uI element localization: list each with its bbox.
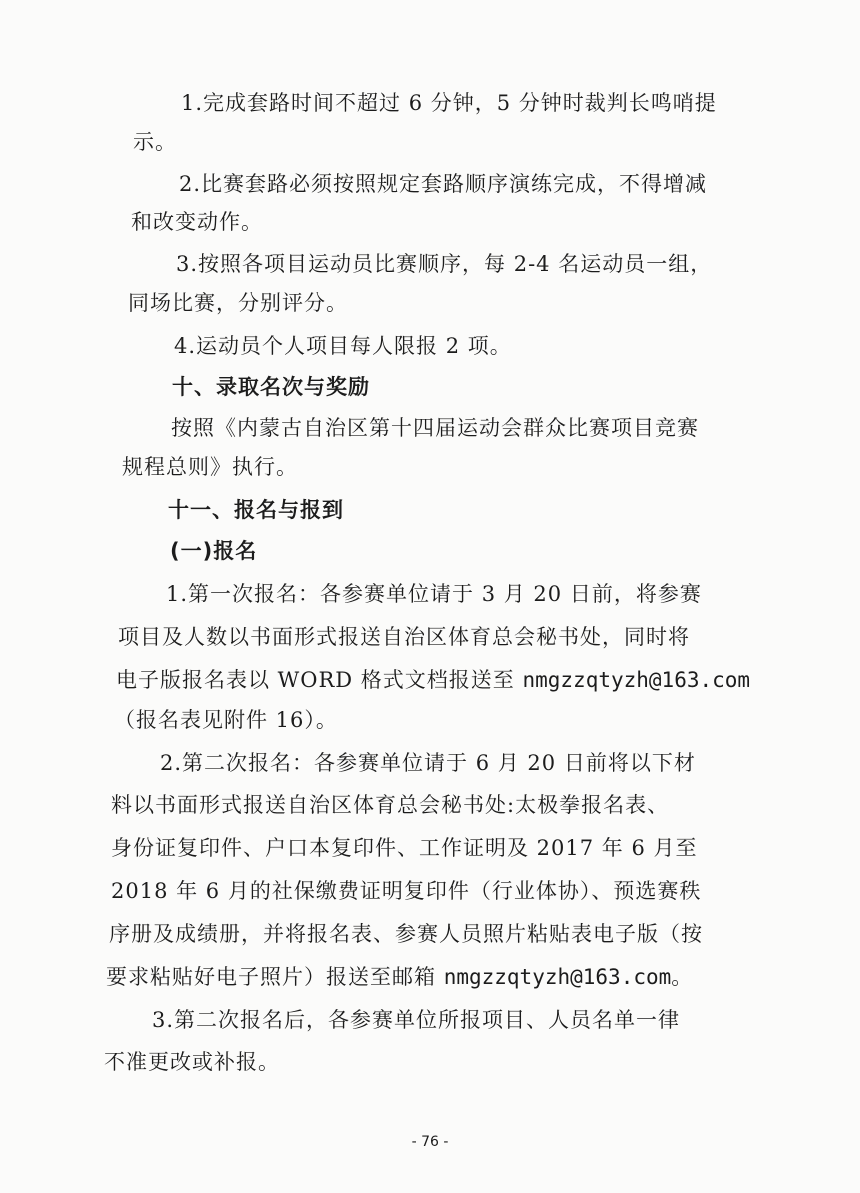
item-1-line-2: 项目及人数以书面形式报送自治区体育总会秘书处，同时将 [118, 625, 690, 649]
item-2-line-6-text: 要求粘贴好电子照片）报送至邮箱 [106, 965, 444, 989]
section-11-subheading: (一)报名 [170, 539, 258, 563]
item-2-line-6 [106, 963, 693, 991]
item-3-line-2: 不准更改或补报。 [104, 1050, 280, 1074]
item-2-line-3: 身份证复印件、户口本复印件、工作证明及 2017 年 6 月至 [111, 836, 698, 860]
rule-2-line-2: 和改变动作。 [131, 210, 263, 234]
rule-1-line-2: 示。 [133, 130, 177, 154]
rule-4-line-1: 4.运动员个人项目每人限报 2 项。 [174, 334, 512, 358]
item-1-line-3 [116, 666, 750, 694]
email-link-2: nmgzzqtyzh@163.com [443, 965, 672, 989]
section-10-heading: 十、录取名次与奖励 [172, 375, 370, 399]
rule-3-line-2: 同场比赛，分别评分。 [128, 291, 348, 315]
section-10-body-line-1: 按照《内蒙古自治区第十四届运动会群众比赛项目竞赛 [171, 416, 699, 440]
email-link-1: nmgzzqtyzh@163.com [522, 668, 751, 692]
item-1-line-4: （报名表见附件 16）。 [114, 708, 338, 732]
item-1-line-3-text: 电子版报名表以 WORD 格式文档报送至 [116, 668, 523, 692]
item-2-line-6-end: 。 [671, 965, 694, 989]
rule-1-line-1: 1.完成套路时间不超过 6 分钟，5 分钟时裁判长鸣哨提 [181, 91, 717, 115]
section-10-body-line-2: 规程总则》执行。 [122, 455, 298, 479]
item-2-line-1: 2.第二次报名：各参赛单位请于 6 月 20 日前将以下材 [160, 751, 696, 775]
rule-3-line-1: 3.按照各项目运动员比赛顺序，每 2-4 名运动员一组， [176, 252, 713, 276]
item-2-line-4: 2018 年 6 月的社保缴费证明复印件（行业体协）、预选赛秩 [111, 879, 702, 903]
page-number: - 76 - [411, 1134, 449, 1150]
rule-2-line-1: 2.比赛套路必须按照规定套路顺序演练完成，不得增减 [179, 172, 708, 196]
item-2-line-2: 料以书面形式报送自治区体育总会秘书处:太极拳报名表、 [111, 793, 670, 817]
section-11-heading: 十一、报名与报到 [168, 498, 344, 522]
item-3-line-1: 3.第二次报名后，各参赛单位所报项目、人员名单一律 [152, 1008, 681, 1032]
item-2-line-5: 序册及成绩册，并将报名表、参赛人员照片粘贴表电子版（按 [109, 922, 703, 946]
item-1-line-1: 1.第一次报名：各参赛单位请于 3 月 20 日前，将参赛 [166, 582, 702, 606]
